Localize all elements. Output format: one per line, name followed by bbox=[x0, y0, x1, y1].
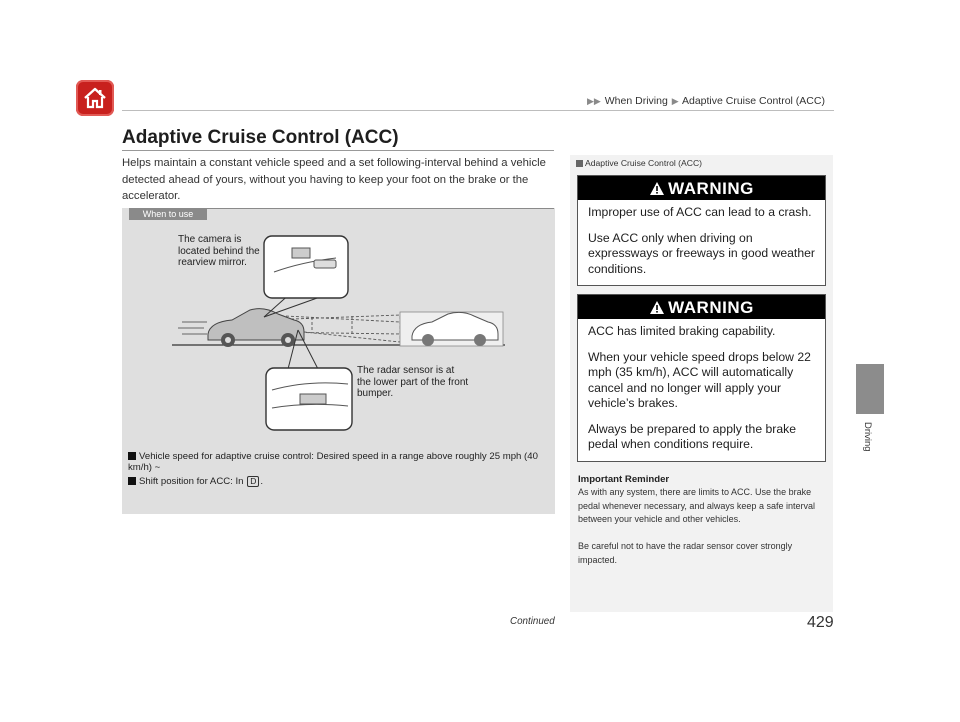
warning-heading-text: WARNING bbox=[668, 298, 754, 317]
warning-1-text-2: Use ACC only when driving on expressways or freeways in good weather conditions. bbox=[588, 230, 815, 276]
home-button[interactable] bbox=[76, 80, 114, 116]
panel-divider bbox=[207, 208, 554, 209]
breadcrumb bbox=[586, 95, 825, 107]
chapter-tab[interactable] bbox=[856, 364, 884, 414]
header-divider bbox=[122, 110, 834, 111]
chevron-right-icon: ▶ bbox=[671, 96, 679, 106]
when-to-use-tab: When to use bbox=[129, 208, 207, 220]
note-title-text: Adaptive Cruise Control (ACC) bbox=[585, 158, 703, 168]
spec-shift-position bbox=[128, 476, 548, 487]
note-title bbox=[576, 158, 702, 168]
camera-callout: The camera is located behind the rearview mirror. bbox=[178, 234, 260, 268]
reminder-title: Important Reminder bbox=[578, 474, 670, 485]
warning-heading-text: WARNING bbox=[668, 179, 754, 198]
page-number: 429 bbox=[807, 614, 834, 631]
spec-speed-text: Vehicle speed for adaptive cruise control: Desired speed in a range above roughly 25 mph (40 km/h) ~ bbox=[128, 451, 538, 473]
reminder-text-2: Be careful not to have the radar sensor cover strongly impacted. bbox=[578, 541, 793, 565]
chevron-right-icon: ▶▶ bbox=[587, 96, 601, 106]
own-car-icon bbox=[208, 309, 304, 347]
chapter-label: Driving bbox=[862, 422, 873, 452]
warning-box-1 bbox=[577, 175, 826, 286]
continued-label: Continued bbox=[510, 616, 555, 627]
home-icon bbox=[82, 85, 108, 111]
title-divider bbox=[122, 150, 554, 151]
warning-1-text-1: Improper use of ACC can lead to a crash. bbox=[588, 205, 812, 219]
radar-callout: The radar sensor is at the lower part of the front bumper. bbox=[357, 365, 469, 399]
warning-2-text-3: Always be prepared to apply the brake pedal when conditions require. bbox=[588, 421, 796, 451]
spec-speed-range bbox=[128, 451, 548, 473]
spec-shift-text: Shift position for ACC: In bbox=[139, 476, 244, 487]
breadcrumb-item-when-driving[interactable]: When Driving bbox=[604, 95, 668, 107]
intro-paragraph: Helps maintain a constant vehicle speed and a set following-interval behind a vehicle detected ahead of yours, without you having to keep your foot on the brake or the accelerator. bbox=[122, 157, 546, 202]
breadcrumb-item-acc[interactable]: Adaptive Cruise Control (ACC) bbox=[681, 95, 825, 107]
page-title: Adaptive Cruise Control (ACC) bbox=[122, 127, 399, 148]
spec-shift-suffix: . bbox=[260, 476, 263, 487]
bullet-square-icon bbox=[128, 452, 136, 460]
warning-2-text-1: ACC has limited braking capability. bbox=[588, 324, 776, 338]
note-icon bbox=[576, 160, 583, 167]
warning-2-text-2: When your vehicle speed drops below 22 mph (35 km/h), ACC will automatically cancel and no longer will apply your vehicle’s brakes. bbox=[588, 349, 811, 410]
reminder-text: As with any system, there are limits to ACC. Use the brake pedal whenever necessary, and always keep a safe interval between your vehicle and other vehicles. bbox=[578, 487, 815, 525]
warning-triangle-icon bbox=[649, 181, 665, 196]
warning-heading bbox=[578, 295, 825, 319]
gear-d-icon: D bbox=[247, 476, 259, 487]
warning-box-2 bbox=[577, 294, 826, 462]
warning-heading bbox=[578, 176, 825, 200]
motion-lines-icon bbox=[178, 322, 207, 334]
warning-triangle-icon bbox=[649, 300, 665, 315]
bullet-square-icon bbox=[128, 477, 136, 485]
